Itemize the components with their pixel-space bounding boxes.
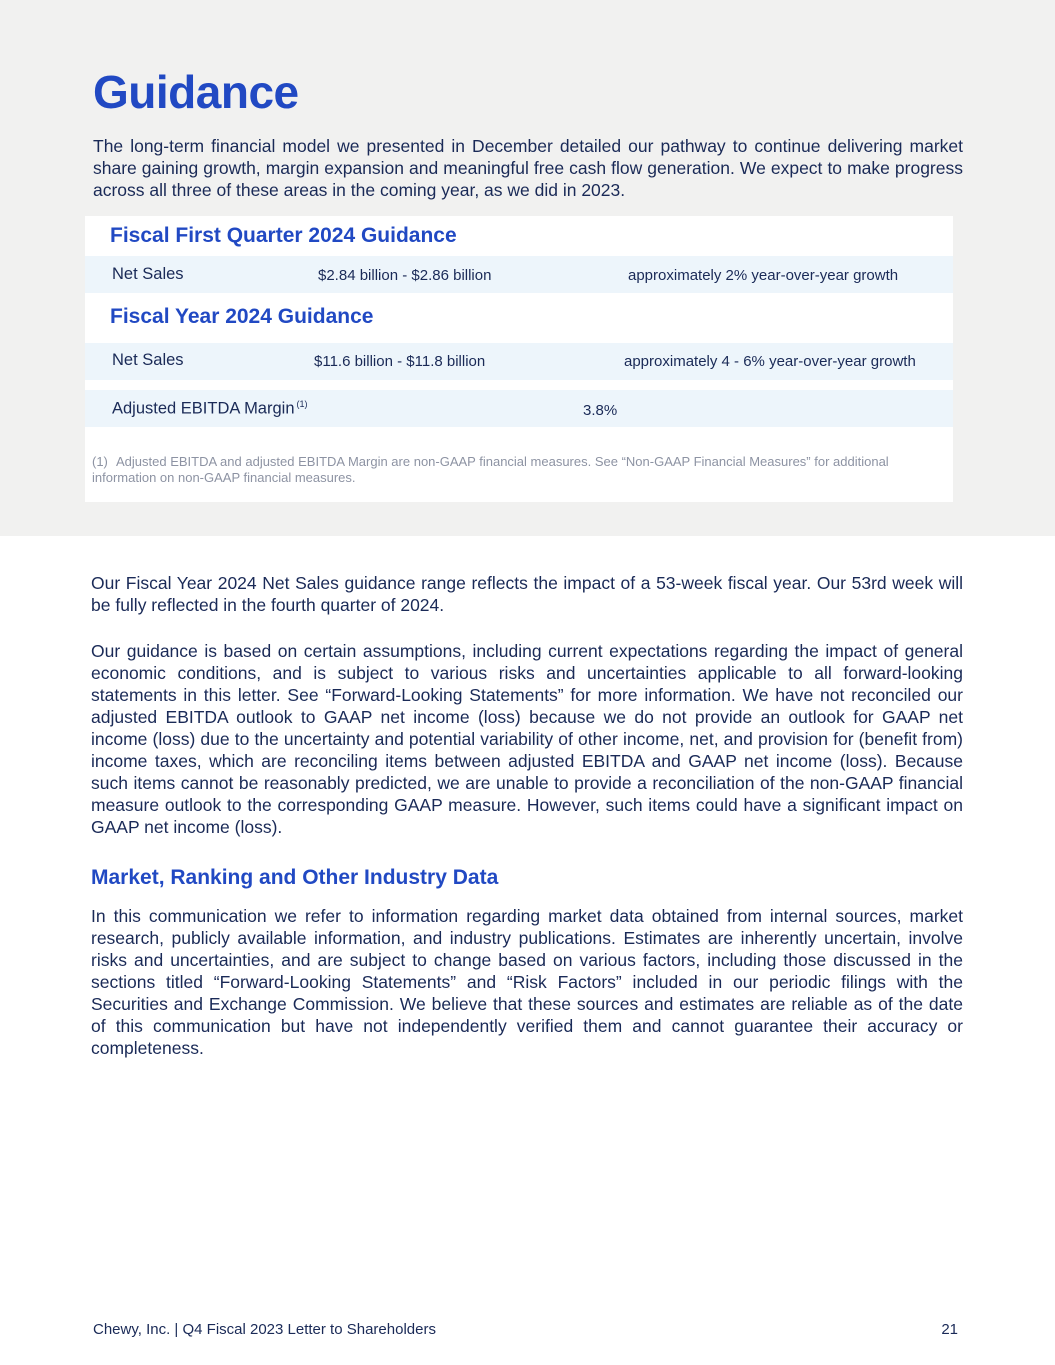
market-data-heading: Market, Ranking and Other Industry Data — [91, 866, 499, 889]
row-growth: approximately 2% year-over-year growth — [628, 267, 899, 284]
q1-net-sales-row — [85, 256, 953, 293]
footnote-marker: (1) — [92, 454, 108, 469]
footer-company-label: Chewy, Inc. | Q4 Fiscal 2023 Letter to Shareholders — [93, 1321, 436, 1338]
footer-page-number: 21 — [941, 1321, 958, 1338]
footnote-ref: (1) — [296, 399, 308, 409]
body-paragraph-2: Our guidance is based on certain assumptions, including current expectations regarding the impact of general economic conditions, and is subject to various risks and uncertainties applicable to all forward-looking statements in this letter. See “Forward-Looking Statements” for more information. We have not reconciled our adjusted EBITDA outlook to GAAP net income (loss) because we do not provide an outlook for GAAP net income (loss) due to the uncertainty and potential variability of other income, net, and provision for (benefit from) income taxes, which are reconciling items between adjusted EBITDA and GAAP net income (loss). Because such items cannot be reasonably predicted, we are unable to provide a reconciliation of the non-GAAP financial measure outlook to the corresponding GAAP measure. However, such items could have a significant impact on GAAP net income (loss). — [91, 641, 963, 837]
row-label: Net Sales — [112, 265, 184, 283]
q1-guidance-heading: Fiscal First Quarter 2024 Guidance — [110, 224, 457, 247]
footnote-text: Adjusted EBITDA and adjusted EBITDA Margin are non-GAAP financial measures. See “Non-GAAP Financial Measures” for additional information on non-GAAP financial measures. — [92, 454, 889, 485]
row-range: $2.84 billion - $2.86 billion — [318, 267, 492, 284]
row-label: Net Sales — [112, 351, 184, 369]
body-paragraph-3: In this communication we refer to information regarding market data obtained from internal sources, market research, publicly available information, and industry publications. Estimates are inherently uncertain, involve risks and uncertainties, and are subject to change based on various factors, including those discussed in the sections titled “Forward-Looking Statements” and “Risk Factors” included in our periodic filings with the Securities and Exchange Commission. We believe that these sources and estimates are reliable as of the date of this communication but have not independently verified them and cannot guarantee their accuracy or completeness. — [91, 906, 963, 1058]
page-title: Guidance — [93, 66, 299, 118]
table-footnote — [92, 454, 932, 486]
row-label — [112, 399, 308, 419]
fy-adjusted-ebitda-margin-row — [85, 390, 953, 427]
row-label-text: Adjusted EBITDA Margin — [112, 399, 295, 418]
fy-net-sales-row — [85, 343, 953, 380]
row-range: $11.6 billion - $11.8 billion — [314, 353, 486, 370]
body-paragraph-1: Our Fiscal Year 2024 Net Sales guidance range reflects the impact of a 53-week fiscal year. Our 53rd week will be fully reflected in the fourth quarter of 2024. — [91, 573, 963, 615]
row-value: 3.8% — [583, 402, 618, 419]
fy-guidance-heading: Fiscal Year 2024 Guidance — [110, 305, 374, 328]
row-growth: approximately 4 - 6% year-over-year growth — [624, 353, 916, 370]
intro-paragraph: The long-term financial model we presented in December detailed our pathway to continue delivering market share gaining growth, margin expansion and meaningful free cash flow generation. We expect to make progress across all three of these areas in the coming year, as we did in 2023. — [93, 136, 963, 200]
guidance-table — [85, 216, 953, 502]
